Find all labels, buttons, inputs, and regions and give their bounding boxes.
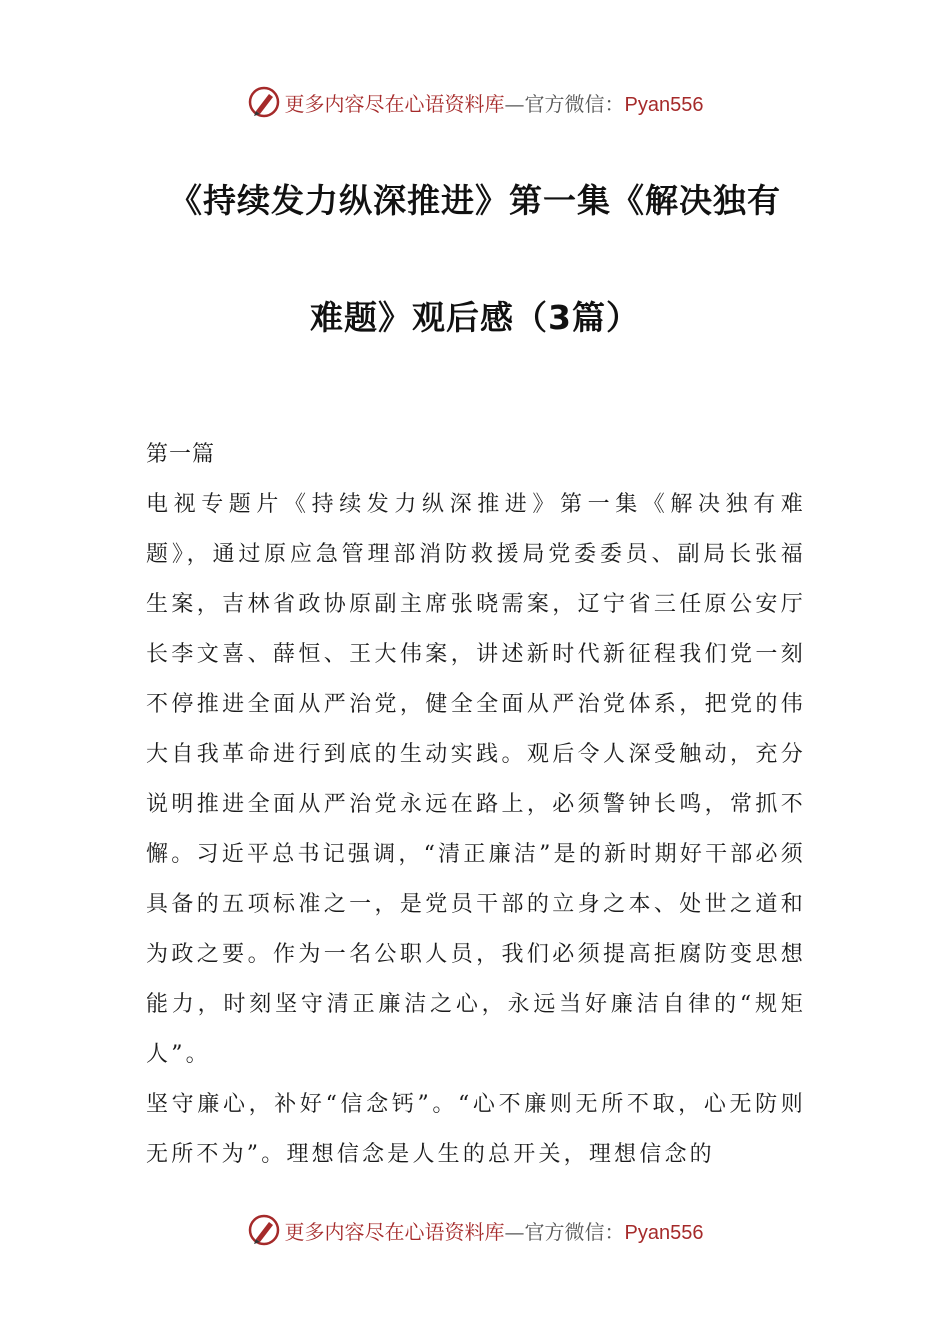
banner-contact-label: 官方微信： — [524, 1219, 625, 1244]
banner-content — [247, 85, 704, 119]
document-title-line-2: 难题》观后感（3篇） — [310, 298, 640, 337]
banner-contact-label: 官方微信： — [524, 91, 625, 116]
banner-text — [285, 1216, 704, 1245]
banner-brand: 更多内容尽在心语资料库 — [284, 1219, 505, 1244]
banner-content — [247, 1213, 704, 1247]
banner-contact-id: Pyan556 — [624, 1221, 704, 1244]
document-body — [146, 430, 806, 1180]
footer-banner — [0, 1210, 950, 1250]
banner-text — [285, 88, 704, 117]
paragraph: 坚守廉心，补好“信念钙”。“心不廉则无所不取，心无防则无所不为”。理想信念是人生的总开关，理想信念的 — [146, 1092, 806, 1167]
section-label: 第一篇 — [146, 442, 216, 467]
paragraph: 电视专题片《持续发力纵深推进》第一集《解决独有难题》，通过原应急管理部消防救援局党委委员、副局长张福生案，吉林省政协原副主席张晓需案，辽宁省三任原公安厅长李文喜、薛恒、王大伟案，讲述新时代新征程我们党一刻不停推进全面从严治党，健全全面从严治党体系，把党的伟大自我革命进行到底的生动实践。观后令人深受触动，充分说明推进全面从严治党永远在路上，必须警钟长鸣，常抓不懈。习近平总书记强调，“清正廉洁”是的新时期好干部必须具备的五项标准之一，是党员干部的立身之本、处世之道和为政之要。作为一名公职人员，我们必须提高拒腐防变思想能力，时刻坚守清正廉洁之心，永远当好廉洁自律的“规矩人”。 — [146, 492, 806, 1067]
header-banner — [0, 82, 950, 122]
pen-logo-icon — [247, 1213, 281, 1247]
banner-separator: — — [504, 91, 525, 116]
banner-brand: 更多内容尽在心语资料库 — [284, 91, 505, 116]
banner-separator: — — [504, 1219, 525, 1244]
document-title-line-1: 《持续发力纵深推进》第一集《解决独有 — [169, 181, 781, 220]
pen-logo-icon — [247, 85, 281, 119]
banner-contact-id: Pyan556 — [624, 93, 704, 116]
